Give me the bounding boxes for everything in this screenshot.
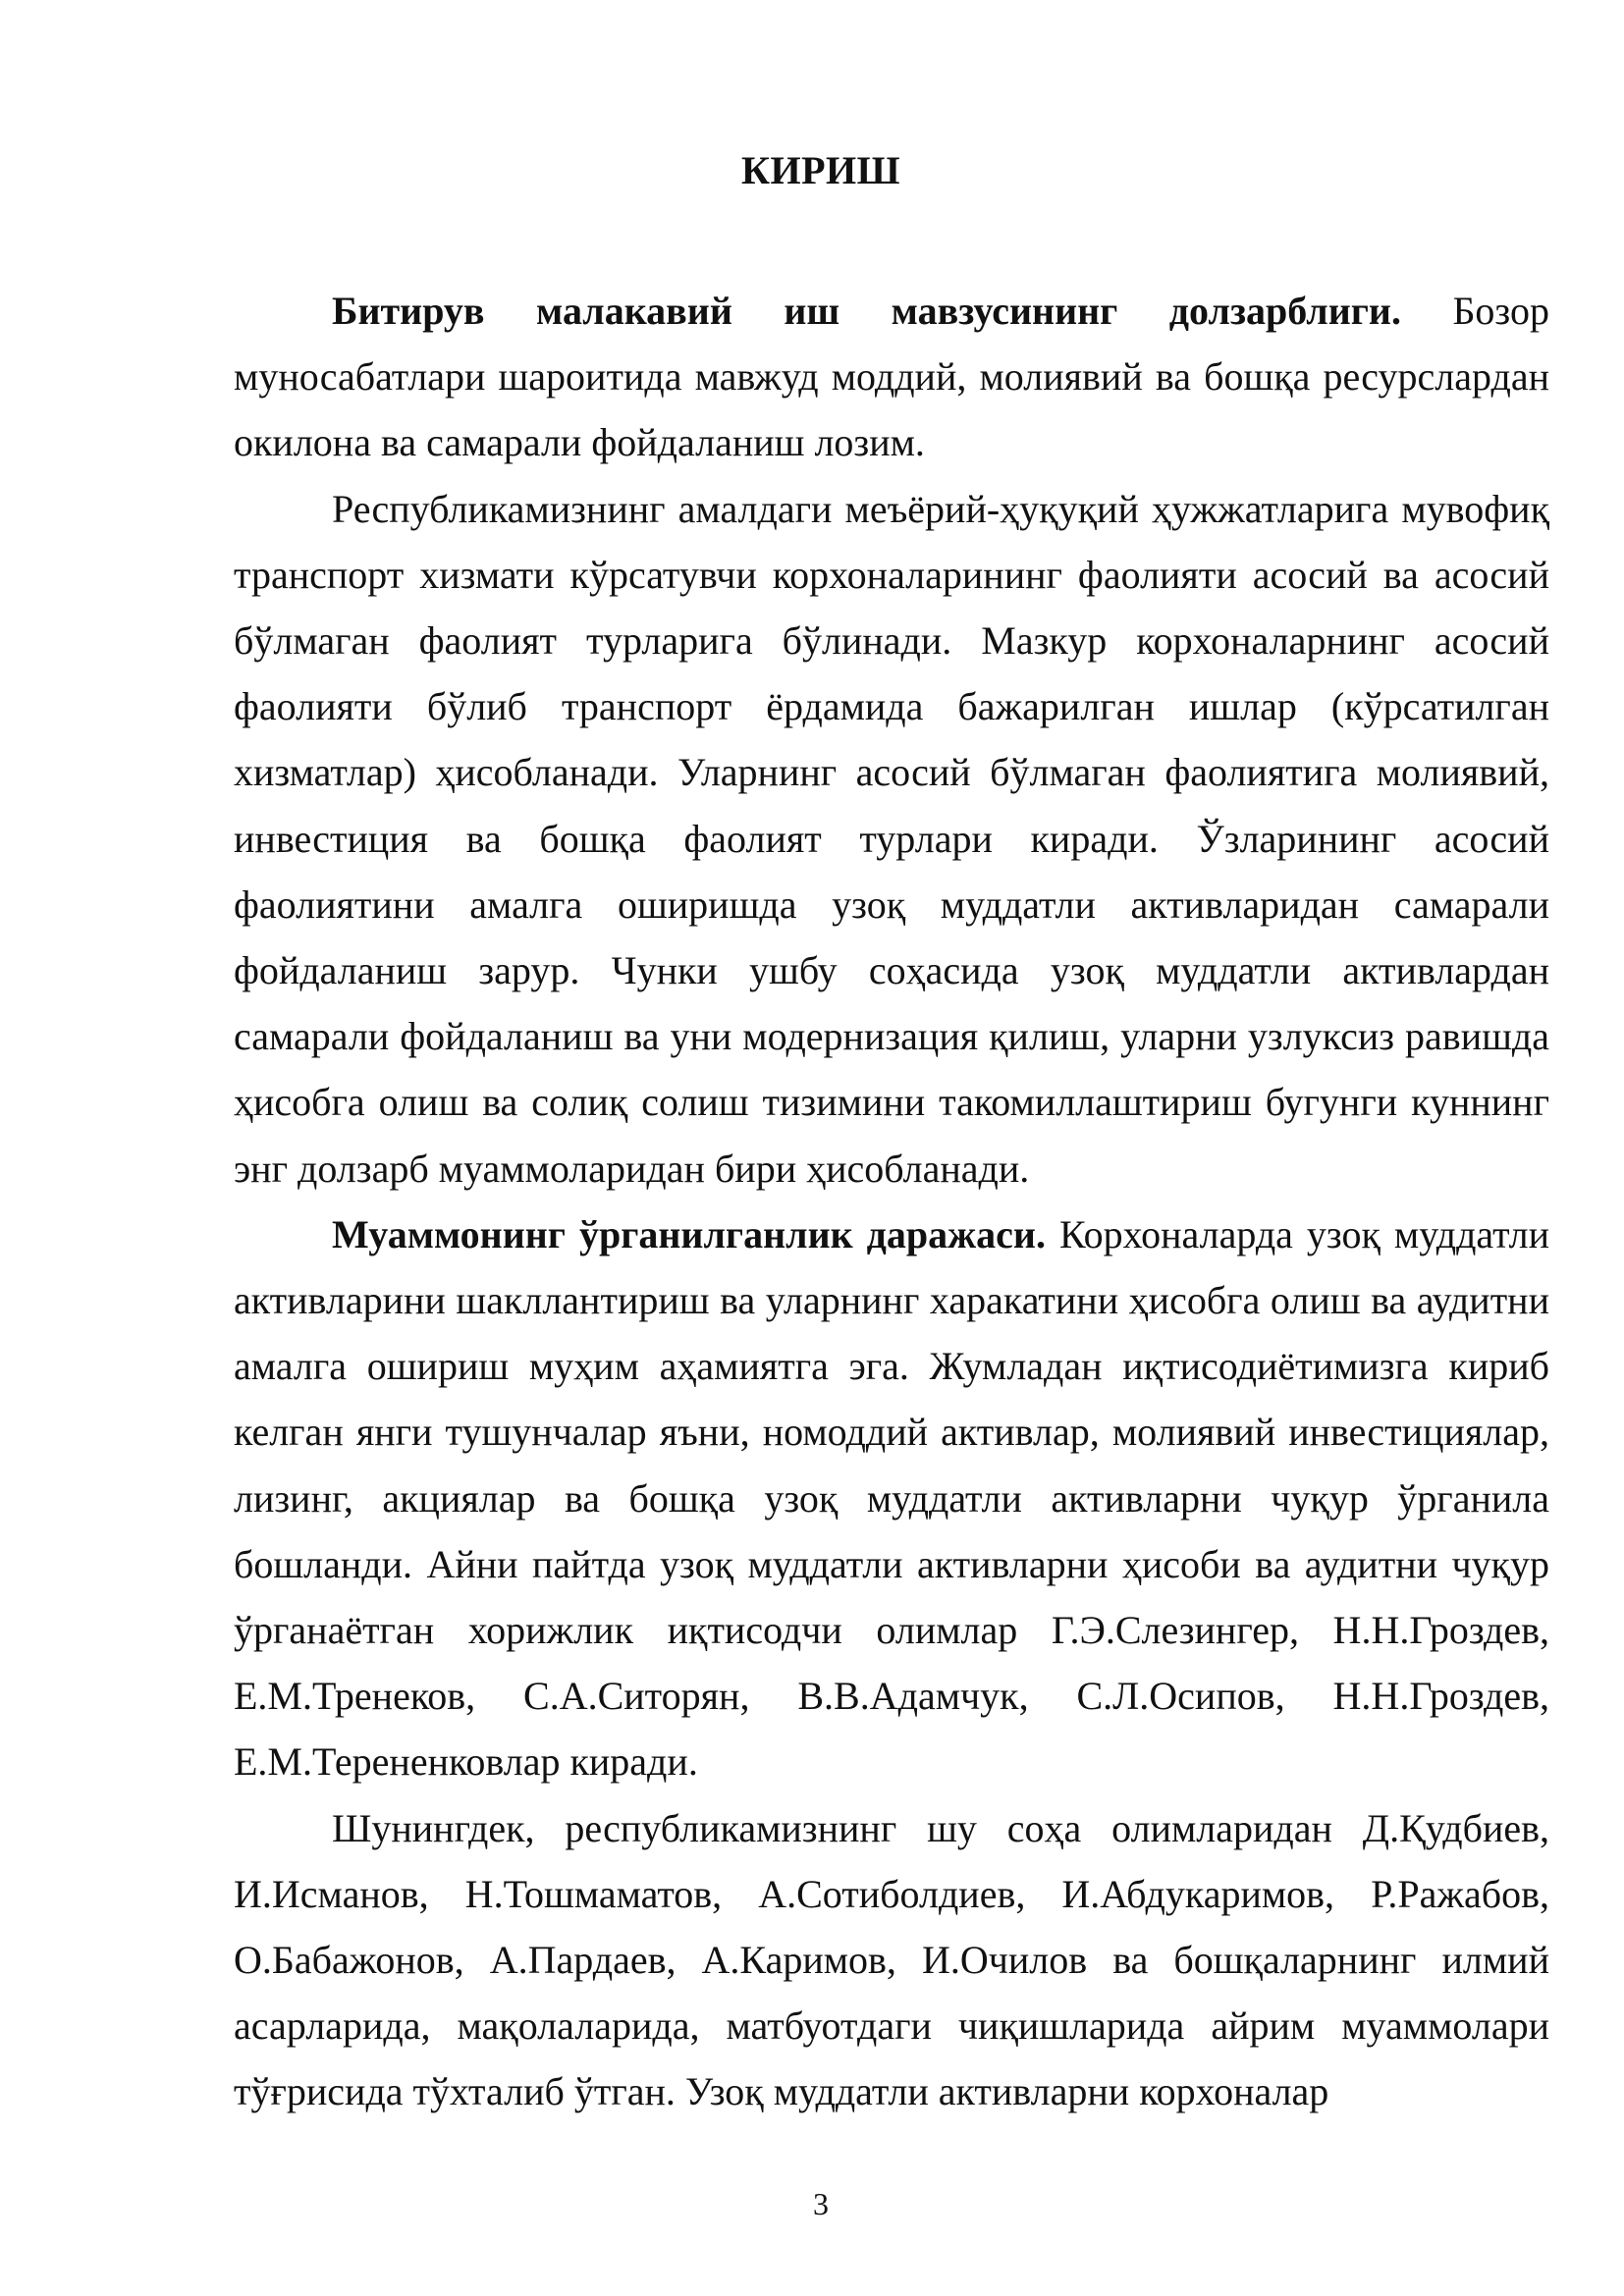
paragraph-activities xyxy=(234,476,1549,1201)
paragraph-text: Бозор муносабатлари шароитида мавжуд моддий, молиявий ва бошқа ресурслардан окилона ва самарали фойдаланиш лозим. xyxy=(234,289,1549,465)
paragraph-relevance xyxy=(234,278,1549,476)
paragraph-lead: Битирув малакавий иш мавзусининг долзарблиги. xyxy=(332,289,1401,333)
paragraph-text: Шунингдек, республикамизнинг шу соҳа олимларидан Д.Қудбиев, И.Исманов, Н.Тошмаматов, А.Сотиболдиев, И.Абдукаримов, Р.Ражабов, О.Бабажонов, А.Пардаев, А.Каримов, И.Очилов ва бошқаларнинг илмий асарларида, мақолаларида, матбуотдаги чиқишларида айрим муаммолари тўғрисида тўхталиб ўтган. Узоқ муддатли активларни корхоналар xyxy=(234,1805,1549,2114)
paragraph-text: Республикамизнинг амалдаги меъёрий-ҳуқуқий ҳужжатларига мувофиқ транспорт хизмати кўрсатувчи корхоналарининг фаолияти асосий ва асосий бўлмаган фаолият турларига бўлинади. Мазкур корхоналарнинг асосий фаолияти бўлиб транспорт ёрдамида бажарилган ишлар (кўрсатилган хизматлар) ҳисобланади. Уларнинг асосий бўлмаган фаолиятига молиявий, инвестиция ва бошқа фаолият турлари киради. Ўзларининг асосий фаолиятини амалга оширишда узоқ муддатли активларидан самарали фойдаланиш зарур. Чунки ушбу соҳасида узоқ муддатли активлардан самарали фойдаланиш ва уни модернизация қилиш, уларни узлуксиз равишда ҳисобга олиш ва солиқ солиш тизимини такомиллаштириш бугунги куннинг энг долзарб муаммоларидан бири ҳисобланади. xyxy=(234,486,1549,1191)
paragraph-study-degree xyxy=(234,1201,1549,1795)
paragraph-text: Корхоналарда узоқ муддатли активларини шакллантириш ва уларнинг харакатини ҳисобга олиш ва аудитни амалга ошириш муҳим аҳамиятга эга. Жумладан иқтисодиётимизга кириб келган янги тушунчалар яъни, номоддий активлар, молиявий инвестициялар, лизинг, акциялар ва бошқа узоқ муддатли активларни чуқур ўрганила бошланди. Айни пайтда узоқ муддатли активларни ҳисоби ва аудитни чуқур ўрганаётган хорижлик иқтисодчи олимлар Г.Э.Слезингер, Н.Н.Гроздев, Е.М.Тренеков, С.А.Ситорян, В.В.Адамчук, С.Л.Осипов, Н.Н.Гроздев, Е.М.Терененковлар киради. xyxy=(234,1211,1549,1785)
paragraph-scholars xyxy=(234,1795,1549,2125)
paragraph-lead: Муаммонинг ўрганилганлик даражаси. xyxy=(332,1211,1046,1256)
page-title: КИРИШ xyxy=(740,148,901,192)
page-number: 3 xyxy=(813,2186,829,2221)
body-text xyxy=(234,278,1549,2125)
